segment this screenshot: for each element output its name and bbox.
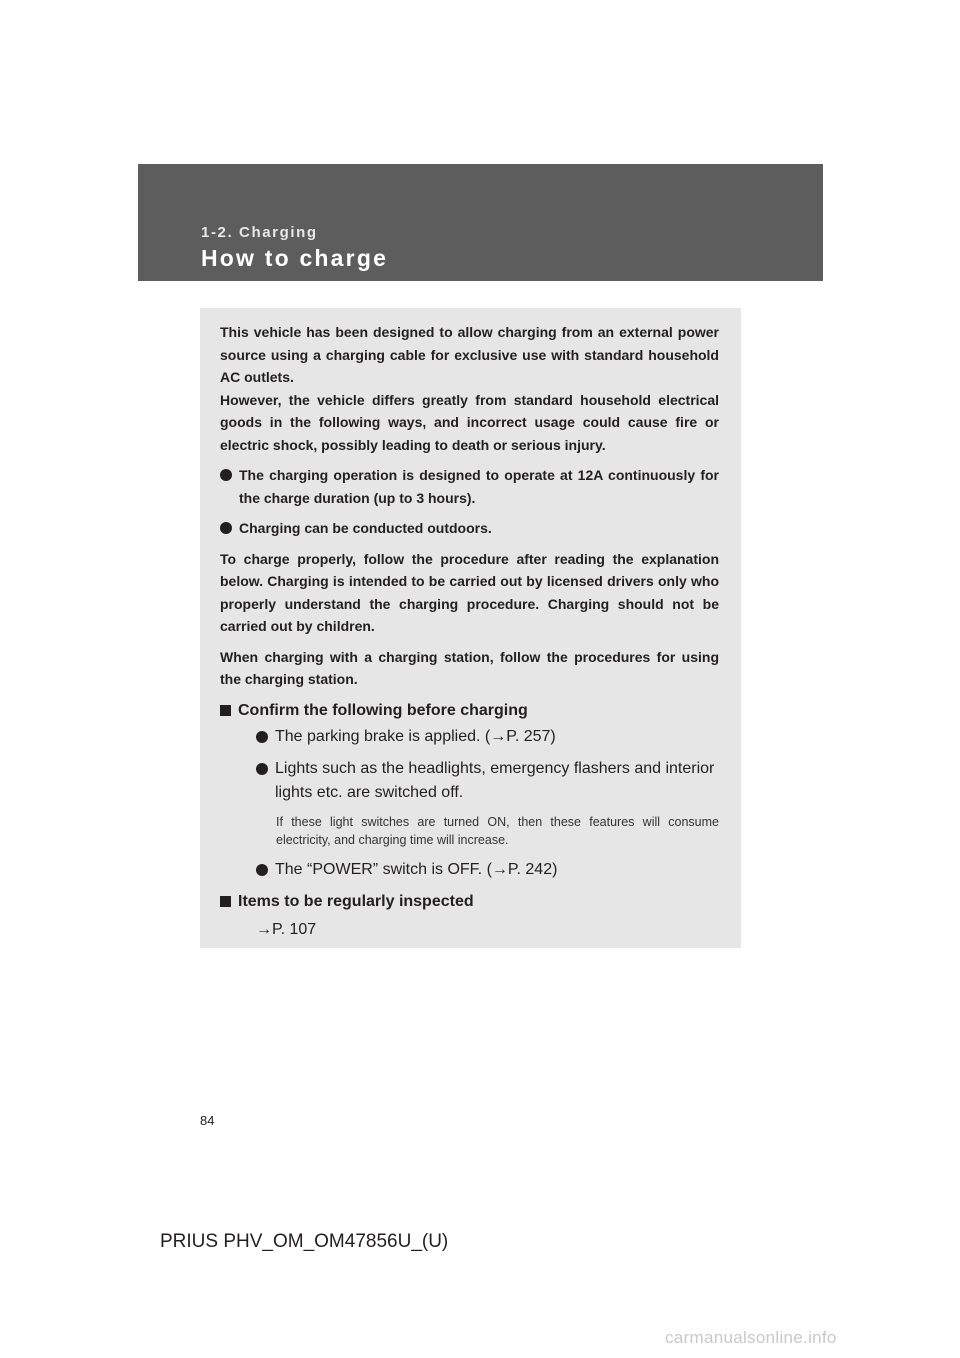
confirm-item-3 xyxy=(220,858,719,882)
intro-bullet-2-text: Charging can be conducted outdoors. xyxy=(239,520,492,536)
bullet-icon xyxy=(256,763,268,775)
confirm-item-2-text: Lights such as the headlights, emergency flashers and interior lights etc. are switched off. xyxy=(275,759,715,801)
bullet-icon xyxy=(256,731,268,743)
intro-bullet-1 xyxy=(220,464,719,509)
intro-paragraph-3: To charge properly, follow the procedure after reading the explanation below. Charging is intended to be carried out by licensed drivers only who properly understand the charging procedure. Charging should not be carried out by children. xyxy=(220,550,719,634)
content-box xyxy=(200,308,741,948)
confirm-heading xyxy=(220,699,719,723)
confirm-heading-text: Confirm the following before charging xyxy=(238,701,528,719)
page-title: How to charge xyxy=(201,245,389,271)
header-band xyxy=(138,164,823,281)
intro-paragraph-2: However, the vehicle differs greatly from standard household electrical goods in the following ways, and incorrect usage could cause fire or electric shock, possibly leading to death or serious injury. xyxy=(220,391,719,453)
document-code: PRIUS PHV_OM_OM47856U_(U) xyxy=(160,1231,449,1252)
confirm-item-3-text: The “POWER” switch is OFF. (→P. 242) xyxy=(275,860,558,878)
bullet-icon xyxy=(256,864,268,876)
square-bullet-icon xyxy=(220,896,231,907)
bullet-icon xyxy=(220,469,232,481)
section-label: 1-2. Charging xyxy=(201,224,318,241)
watermark: carmanualsonline.info xyxy=(665,1328,837,1347)
page-number: 84 xyxy=(200,1113,215,1128)
square-bullet-icon xyxy=(220,705,231,716)
confirm-item-1-text: The parking brake is applied. (→P. 257) xyxy=(275,727,556,745)
intro-bullet-1-text: The charging operation is designed to operate at 12A continuously for the charge duration (up to 3 hours). xyxy=(239,467,719,506)
intro-paragraph-1: This vehicle has been designed to allow charging from an external power source using a charging cable for exclusive use with standard household AC outlets. xyxy=(220,324,719,385)
light-switch-note: If these light switches are turned ON, then these features will consume electricity, and charging time will increase. xyxy=(276,814,719,847)
inspect-heading-text: Items to be regularly inspected xyxy=(238,892,474,910)
intro-bullet-2 xyxy=(220,517,719,540)
inspect-page-reference: →P. 107 xyxy=(256,920,317,938)
confirm-item-2 xyxy=(220,757,719,805)
confirm-item-1 xyxy=(220,725,719,749)
bullet-icon xyxy=(220,522,232,534)
intro-paragraph-4: When charging with a charging station, follow the procedures for using the charging station. xyxy=(220,648,719,687)
inspect-heading xyxy=(220,890,719,914)
